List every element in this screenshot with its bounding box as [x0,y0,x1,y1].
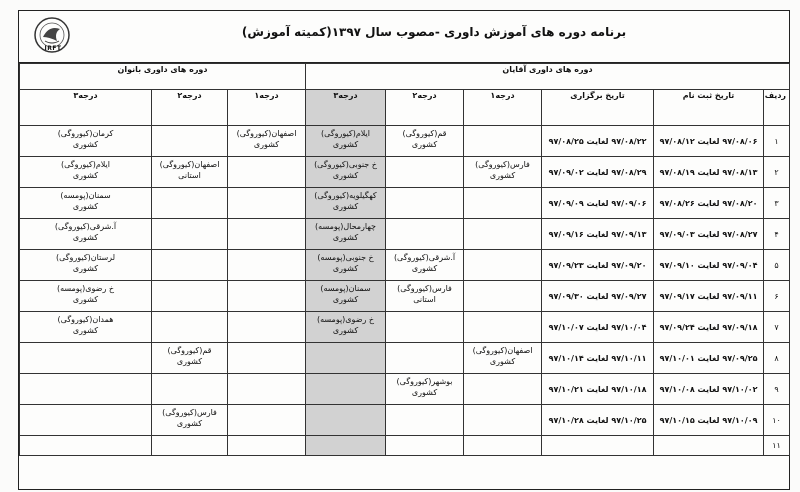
table-row [20,188,790,219]
page-title: برنامه دوره های آموزش داوری -مصوب سال ۱۳۹۷(کمیته آموزش) [241,25,627,39]
course-cell-m2 [386,312,464,343]
course-cell-w1 [228,281,306,312]
course-location [23,343,148,345]
course-cell-m2 [386,374,464,405]
course-cell-w2 [152,343,228,374]
course-cell-m3 [306,219,386,250]
logo-text: IRFT [44,45,62,52]
col-men-grade3: درجه۳ [306,90,386,126]
course-cell-m1 [464,343,542,374]
course-cell-w3 [20,312,152,343]
course-level: کشوری [176,357,203,366]
course-cell-w1 [228,126,306,157]
course-location [467,374,538,376]
course-location [467,312,538,314]
col-women-grade3: درجه۳ [20,90,152,126]
course-location [467,126,538,128]
held-date-cell: ۹۷/۰۸/۲۲ لغایت ۹۷/۰۸/۲۵ [542,126,654,157]
course-location [231,374,302,376]
course-cell-w3 [20,436,152,456]
course-level: کشوری [72,264,99,273]
course-location [155,188,224,190]
row-number-cell: ۵ [764,250,790,281]
table-row [20,219,790,250]
course-location [155,126,224,128]
course-cell-w1 [228,250,306,281]
course-cell-w1 [228,188,306,219]
course-location: آ.شرقی(کیوروگی) [54,222,117,231]
course-cell-w1 [228,157,306,188]
course-level: کشوری [253,140,280,149]
row-number-cell: ۱۰ [764,405,790,436]
course-location: لرستان(کیوروگی) [55,253,116,262]
row-number-cell: ۹ [764,374,790,405]
course-cell-m1 [464,281,542,312]
table-row [20,157,790,188]
course-level: کشوری [411,388,438,397]
course-level: کشوری [332,295,359,304]
row-number-cell: ۶ [764,281,790,312]
course-location [389,188,460,190]
course-level: استانی [178,171,201,180]
course-cell-m3 [306,281,386,312]
col-men-grade1: درجه۱ [464,90,542,126]
course-location [467,219,538,221]
course-location: خ جنوبی(پومسه) [317,253,374,262]
course-location: همدان(کیوروگی) [57,315,114,324]
registration-date-cell: ۹۷/۰۸/۰۶ لغایت ۹۷/۰۸/۱۲ [654,126,764,157]
course-location: ایلام(کیوروگی) [61,160,110,169]
course-cell-m3 [306,188,386,219]
course-location [231,312,302,314]
course-level: کشوری [411,264,438,273]
col-women-grade2: درجه۲ [152,90,228,126]
course-level: کشوری [332,171,359,180]
course-cell-w1 [228,343,306,374]
course-location: فارس(کیوروگی) [475,160,530,169]
row-number-cell: ۸ [764,343,790,374]
registration-date-cell: ۹۷/۰۹/۲۵ لغایت ۹۷/۱۰/۰۱ [654,343,764,374]
course-level: کشوری [332,202,359,211]
course-location: کرمان(کیوروگی) [57,129,114,138]
course-location [309,343,382,345]
course-location [389,405,460,407]
course-location: فارس(کیوروگی) [397,284,452,293]
course-cell-w2 [152,436,228,456]
course-cell-m1 [464,126,542,157]
course-location [231,219,302,221]
course-cell-m1 [464,405,542,436]
course-level: کشوری [489,357,516,366]
course-cell-w3 [20,188,152,219]
course-location: اصفهان(کیوروگی) [236,129,297,138]
course-location [467,405,538,407]
table-row [20,281,790,312]
held-date-cell: ۹۷/۱۰/۱۱ لغایت ۹۷/۱۰/۱۴ [542,343,654,374]
course-level: کشوری [332,326,359,335]
course-location: قم(کیوروگی) [167,346,212,355]
registration-date-cell: ۹۷/۰۹/۰۴ لغایت ۹۷/۰۹/۱۰ [654,250,764,281]
course-level: استانی [413,295,436,304]
course-cell-m1 [464,250,542,281]
course-cell-w3 [20,281,152,312]
course-location: سمنان(پومسه) [60,191,111,200]
held-date-cell: ۹۷/۰۹/۲۰ لغایت ۹۷/۰۹/۲۳ [542,250,654,281]
course-cell-w3 [20,374,152,405]
held-date-cell [542,436,654,456]
course-cell-w1 [228,312,306,343]
course-cell-w1 [228,219,306,250]
course-location [389,343,460,345]
course-location [231,405,302,407]
course-location: فارس(کیوروگی) [162,408,217,417]
course-location: اصفهان(کیوروگی) [159,160,220,169]
course-level: کشوری [411,140,438,149]
course-location [389,157,460,159]
registration-date-cell: ۹۷/۱۰/۰۹ لغایت ۹۷/۱۰/۱۵ [654,405,764,436]
table-row [20,343,790,374]
course-level: کشوری [72,171,99,180]
table-row [20,250,790,281]
course-cell-m2 [386,219,464,250]
course-cell-m3 [306,126,386,157]
course-level: کشوری [176,419,203,428]
course-location [155,219,224,221]
course-cell-m1 [464,157,542,188]
held-date-cell: ۹۷/۰۹/۰۶ لغایت ۹۷/۰۹/۰۹ [542,188,654,219]
course-cell-m3 [306,343,386,374]
col-registration-date: تاریخ ثبت نام [654,90,764,126]
course-level: کشوری [72,233,99,242]
row-number-cell: ۱ [764,126,790,157]
course-location: آ.شرقی(کیوروگی) [393,253,456,262]
course-cell-w1 [228,405,306,436]
course-location: اصفهان(کیوروگی) [472,346,533,355]
held-date-cell: ۹۷/۱۰/۲۵ لغایت ۹۷/۱۰/۲۸ [542,405,654,436]
course-cell-w3 [20,343,152,374]
course-cell-m3 [306,374,386,405]
course-location [231,436,302,438]
course-cell-w1 [228,436,306,456]
held-date-cell: ۹۷/۰۹/۱۳ لغایت ۹۷/۰۹/۱۶ [542,219,654,250]
registration-date-cell: ۹۷/۰۸/۱۳ لغایت ۹۷/۰۸/۱۹ [654,157,764,188]
course-cell-m2 [386,405,464,436]
course-cell-w2 [152,281,228,312]
course-cell-m2 [386,281,464,312]
course-location: خ رضوی(پومسه) [316,315,375,324]
section-header-row [20,64,790,90]
table-row [20,312,790,343]
registration-date-cell [654,436,764,456]
course-cell-m1 [464,436,542,456]
title-bar [19,11,789,63]
course-location [467,436,538,438]
men-section-title: دوره های داوری آقایان [306,64,790,90]
held-date-cell: ۹۷/۱۰/۱۸ لغایت ۹۷/۱۰/۲۱ [542,374,654,405]
course-level: کشوری [72,140,99,149]
course-location: خ رضوی(پومسه) [56,284,115,293]
course-location [309,405,382,407]
course-cell-m3 [306,157,386,188]
table-row [20,374,790,405]
course-location [155,250,224,252]
course-location: خ جنوبی(کیوروگی) [314,160,377,169]
course-location [155,312,224,314]
row-number-cell: ۷ [764,312,790,343]
course-level: کشوری [72,295,99,304]
schedule-sheet [18,10,790,490]
course-location: سمنان(پومسه) [320,284,371,293]
course-cell-w2 [152,188,228,219]
course-cell-w2 [152,374,228,405]
table-row [20,126,790,157]
registration-date-cell: ۹۷/۱۰/۰۲ لغایت ۹۷/۱۰/۰۸ [654,374,764,405]
held-date-cell: ۹۷/۰۹/۲۷ لغایت ۹۷/۰۹/۳۰ [542,281,654,312]
course-cell-w2 [152,126,228,157]
course-location: کهگیلویه(کیوروگی) [314,191,377,200]
course-cell-w1 [228,374,306,405]
course-location [467,281,538,283]
course-cell-w3 [20,157,152,188]
course-level: کشوری [332,140,359,149]
row-number-cell: ۱۱ [764,436,790,456]
course-location [231,281,302,283]
course-cell-m1 [464,219,542,250]
col-held-date: تاریخ برگزاری [542,90,654,126]
course-cell-w2 [152,405,228,436]
course-location: چهارمحال(پومسه) [315,222,376,231]
course-cell-w3 [20,250,152,281]
course-location [23,374,148,376]
course-cell-m2 [386,250,464,281]
course-cell-m2 [386,188,464,219]
registration-date-cell: ۹۷/۰۹/۱۱ لغایت ۹۷/۰۹/۱۷ [654,281,764,312]
course-cell-m2 [386,436,464,456]
course-cell-w3 [20,126,152,157]
schedule-table [19,63,790,456]
course-location [155,436,224,438]
course-cell-m1 [464,374,542,405]
held-date-cell: ۹۷/۰۸/۲۹ لغایت ۹۷/۰۹/۰۲ [542,157,654,188]
course-location [23,436,148,438]
column-header-row [20,90,790,126]
course-location [231,250,302,252]
col-women-grade1: درجه۱ [228,90,306,126]
federation-logo-icon [27,15,77,59]
course-cell-m2 [386,126,464,157]
course-cell-m2 [386,157,464,188]
course-location [155,374,224,376]
course-cell-w2 [152,219,228,250]
course-location [389,312,460,314]
course-location [231,157,302,159]
course-cell-w3 [20,405,152,436]
course-location [389,436,460,438]
course-location [309,436,382,438]
course-location: بوشهر(کیوروگی) [396,377,453,386]
col-men-grade2: درجه۲ [386,90,464,126]
course-cell-w2 [152,312,228,343]
held-date-cell: ۹۷/۱۰/۰۴ لغایت ۹۷/۱۰/۰۷ [542,312,654,343]
table-row [20,405,790,436]
table-row [20,436,790,456]
course-location [231,188,302,190]
course-level: کشوری [332,264,359,273]
registration-date-cell: ۹۷/۰۸/۲۷ لغایت ۹۷/۰۹/۰۳ [654,219,764,250]
col-row-number: ردیف [764,90,790,126]
row-number-cell: ۳ [764,188,790,219]
course-location [23,405,148,407]
course-cell-w2 [152,250,228,281]
course-level: کشوری [489,171,516,180]
registration-date-cell: ۹۷/۰۸/۲۰ لغایت ۹۷/۰۸/۲۶ [654,188,764,219]
course-cell-m3 [306,436,386,456]
course-location [309,374,382,376]
women-section-title: دوره های داوری بانوان [20,64,306,90]
row-number-cell: ۲ [764,157,790,188]
registration-date-cell: ۹۷/۰۹/۱۸ لغایت ۹۷/۰۹/۲۴ [654,312,764,343]
course-location [467,250,538,252]
course-cell-m3 [306,312,386,343]
course-cell-m3 [306,250,386,281]
course-level: کشوری [72,326,99,335]
course-cell-m1 [464,312,542,343]
course-location: قم(کیوروگی) [402,129,447,138]
course-cell-m1 [464,188,542,219]
course-cell-w3 [20,219,152,250]
course-cell-w2 [152,157,228,188]
course-location [155,281,224,283]
course-location [467,188,538,190]
row-number-cell: ۴ [764,219,790,250]
course-cell-m2 [386,343,464,374]
course-location [231,343,302,345]
course-level: کشوری [72,202,99,211]
course-location: ایلام(کیوروگی) [321,129,371,138]
course-cell-m3 [306,405,386,436]
course-level: کشوری [332,233,359,242]
course-location [389,219,460,221]
